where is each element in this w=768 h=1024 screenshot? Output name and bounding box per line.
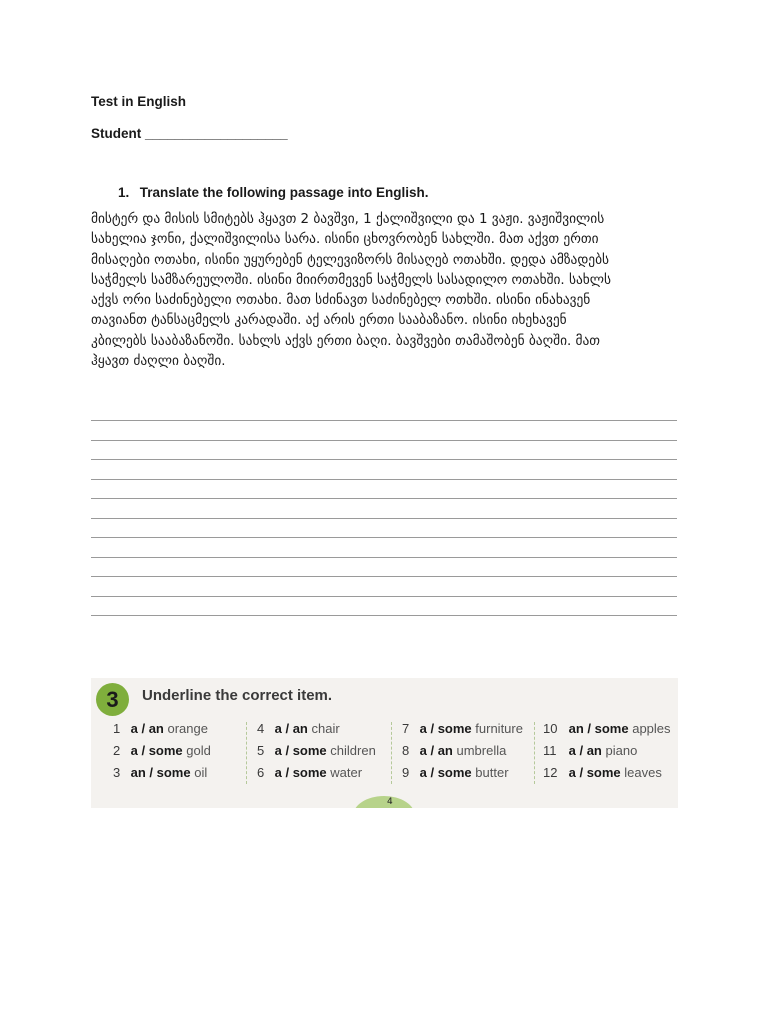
exercise-item	[257, 718, 376, 740]
item-number: 2	[113, 743, 121, 758]
passage-line: საჭმელს სამზარეულოში. ისინი მიირთმევენ საჭმელს სასადილო ოთახში. სახლს	[91, 272, 611, 288]
column-divider	[534, 722, 535, 784]
exercise-item	[257, 762, 376, 784]
exercise-item	[543, 740, 671, 762]
answer-line	[91, 537, 677, 538]
item-word: orange	[167, 721, 208, 736]
item-options: a / some	[274, 743, 327, 758]
item-options: a / an	[274, 721, 308, 736]
item-number: 8	[402, 743, 410, 758]
item-options: a / an	[130, 721, 164, 736]
answer-line	[91, 557, 677, 558]
item-number: 1	[113, 721, 121, 736]
item-word: oil	[194, 765, 208, 780]
item-word: children	[330, 743, 376, 758]
item-number: 7	[402, 721, 410, 736]
exercise-number-badge: 3	[96, 683, 129, 716]
page-number: 4	[387, 797, 393, 807]
item-word: apples	[632, 721, 671, 736]
item-number: 9	[402, 765, 410, 780]
answer-line	[91, 479, 677, 480]
passage-line: მისტერ და მისის სმიტებს ჰყავთ 2 ბავშვი, 1 ქალიშვილი და 1 ვაჟი. ვაჟიშვილის	[91, 212, 605, 227]
item-options: a / some	[568, 765, 621, 780]
item-options: a / some	[419, 721, 472, 736]
answer-line	[91, 576, 677, 577]
question-number: 1.	[118, 185, 130, 200]
exercise-item	[402, 762, 523, 784]
answer-line	[91, 440, 677, 441]
item-number: 4	[257, 721, 265, 736]
answer-line	[91, 498, 677, 499]
item-word: furniture	[475, 721, 523, 736]
passage-line: სახელია ჯონი, ქალიშვილისა სარა. ისინი ცხოვრობენ სახლში. მათ აქვთ ერთი	[91, 232, 599, 248]
passage-line: მისაღები ოთახი, ისინი უყურებენ ტელევიზორს მისაღებ ოთახში. დედა ამზადებს	[91, 252, 610, 268]
item-word: water	[330, 765, 363, 780]
test-title: Test in English	[91, 94, 187, 109]
item-number: 6	[257, 765, 265, 780]
passage-line: კბილებს სააბაზანოში. სახლს აქვს ერთი ბაღი. ბავშვები თამაშობენ ბაღში. მათ	[91, 333, 601, 349]
column-divider	[246, 722, 247, 784]
passage-line: თავიანთ ტანსაცმელს კარადაში. აქ არის ერთი სააბაზანო. ისინი იხეხავენ	[91, 313, 567, 329]
exercise-column-1	[113, 718, 211, 784]
student-name-field: Student ___________________	[91, 126, 288, 141]
item-options: a / an	[568, 743, 602, 758]
exercise-item	[402, 718, 523, 740]
item-word: chair	[311, 721, 340, 736]
answer-line	[91, 596, 677, 597]
item-options: a / some	[130, 743, 183, 758]
exercise-item	[113, 718, 211, 740]
passage-line: აქვს ორი საძინებელი ოთახი. მათ სძინავთ საძინებელ ოთხში. ისინი ინახავენ	[91, 293, 591, 309]
answer-line	[91, 459, 677, 460]
exercise-item	[402, 740, 523, 762]
question-instruction: Translate the following passage into English.	[139, 185, 429, 200]
exercise-column-2	[257, 718, 376, 784]
question-1-heading	[118, 185, 429, 200]
item-number: 3	[113, 765, 121, 780]
page-number-tab	[353, 796, 415, 808]
exercise-column-4	[543, 718, 671, 784]
answer-line	[91, 615, 677, 616]
item-word: butter	[475, 765, 509, 780]
item-word: umbrella	[456, 743, 507, 758]
item-options: a / some	[274, 765, 327, 780]
exercise-item	[113, 740, 211, 762]
georgian-passage	[91, 210, 681, 372]
exercise-item	[543, 762, 671, 784]
item-number: 10	[543, 721, 558, 736]
item-number: 5	[257, 743, 265, 758]
item-word: gold	[186, 743, 211, 758]
item-word: leaves	[624, 765, 662, 780]
exercise-item	[257, 740, 376, 762]
column-divider	[391, 722, 392, 784]
item-options: a / some	[419, 765, 472, 780]
item-number: 11	[543, 743, 557, 758]
item-word: piano	[605, 743, 638, 758]
item-options: an / some	[568, 721, 629, 736]
exercise-item	[543, 718, 671, 740]
exercise-item	[113, 762, 211, 784]
passage-line: ჰყავთ ძაღლი ბაღში.	[91, 354, 226, 370]
item-options: a / an	[419, 743, 453, 758]
answer-line	[91, 420, 677, 421]
item-options: an / some	[130, 765, 191, 780]
exercise-3-panel	[91, 678, 678, 808]
answer-line	[91, 518, 677, 519]
exercise-column-3	[402, 718, 523, 784]
exercise-instruction: Underline the correct item.	[142, 687, 333, 704]
item-number: 12	[543, 765, 558, 780]
